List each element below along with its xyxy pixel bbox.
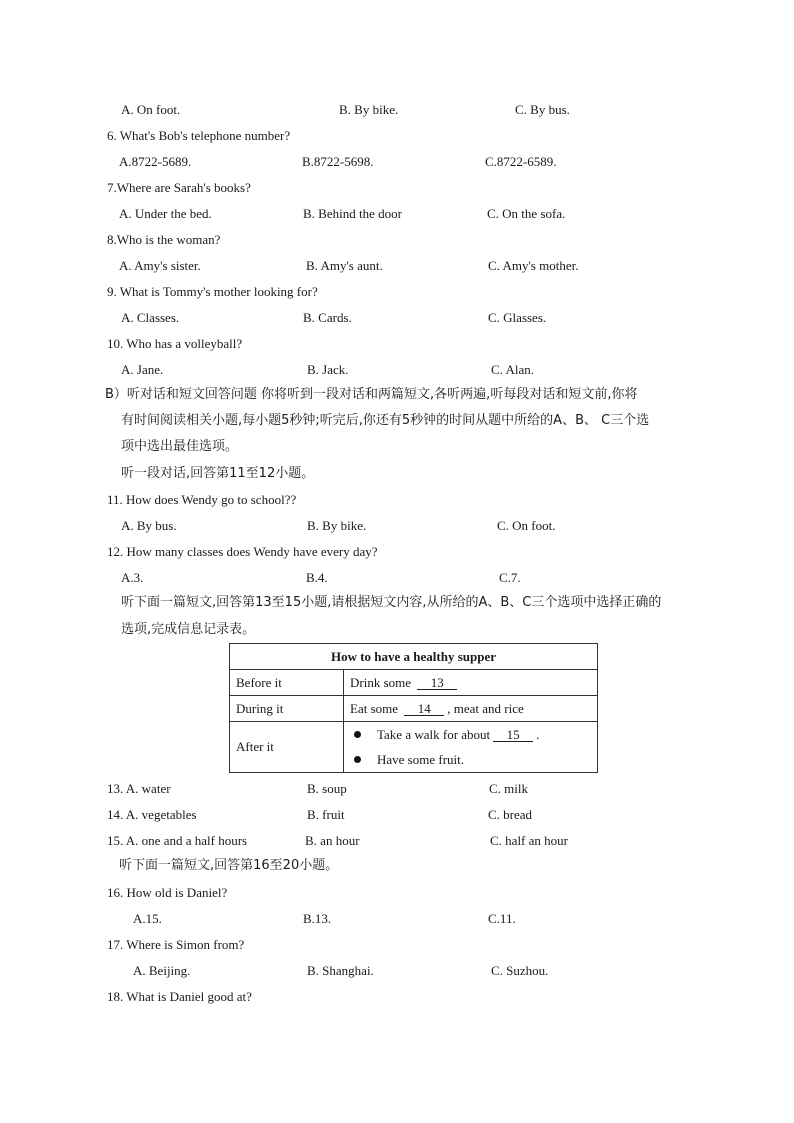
q7-option-c: C. On the sofa. (487, 206, 566, 221)
before-text: Drink some (350, 674, 412, 690)
q11-option-a: A. By bus. (121, 518, 177, 533)
q9-question: 9. What is Tommy's mother looking for? (107, 284, 318, 299)
healthy-supper-table (229, 643, 598, 773)
q15-option-b: B. an hour (305, 833, 360, 848)
table-row-after (230, 722, 598, 773)
q14-option-c: C. bread (488, 807, 533, 822)
q10-option-c: C. Alan. (491, 362, 534, 377)
table-row-during (230, 696, 598, 722)
q6-option-a: A.8722-5689. (119, 154, 192, 169)
q16-option-b: B.13. (303, 911, 332, 926)
during-cell (344, 696, 598, 722)
during-label: During it (230, 696, 344, 722)
q7-option-b: B. Behind the door (303, 206, 402, 221)
section-b-instruction-line-2: 有时间阅读相关小题,每小题5秒钟;听完后,你还有5秒钟的时间从题中所给的A、B、 C三个选 (121, 413, 650, 428)
q6-option-b: B.8722-5698. (302, 154, 374, 169)
q14-option-b: B. fruit (307, 807, 345, 822)
q6-question: 6. What's Bob's telephone number? (107, 128, 291, 143)
q16-option-a: A.15. (133, 911, 162, 926)
q6-option-c: C.8722-6589. (485, 154, 557, 169)
q11-question: 11. How does Wendy go to school?? (107, 492, 297, 507)
q8-option-a: A. Amy's sister. (119, 258, 201, 273)
passage-1-intro-line-1: 听下面一篇短文,回答第13至15小题,请根据短文内容,从所给的A、B、C三个选项中选择正确的 (121, 595, 662, 610)
q11-option-b: B. By bike. (307, 518, 367, 533)
q17-question: 17. Where is Simon from? (107, 937, 245, 952)
q9-option-c: C. Glasses. (488, 310, 547, 325)
q13-option-c: C. milk (489, 781, 529, 796)
q15-option-a: 15. A. one and a half hours (107, 833, 248, 848)
dialogue-intro: 听一段对话,回答第11至12小题。 (121, 466, 315, 481)
q5-option-c: C. By bus. (515, 102, 570, 117)
q7-option-a: A. Under the bed. (119, 206, 212, 221)
q10-option-a: A. Jane. (121, 362, 164, 377)
q9-option-b: B. Cards. (303, 310, 352, 325)
q13-option-a: 13. A. water (107, 781, 171, 796)
after-item-2-text: Have some fruit. (377, 751, 465, 767)
blank-15: 15 (493, 728, 533, 742)
q16-option-c: C.11. (488, 911, 516, 926)
q12-option-a: A.3. (121, 570, 144, 585)
passage-1-intro-line-2: 选项,完成信息记录表。 (121, 622, 256, 637)
after-label: After it (230, 722, 344, 773)
q8-option-b: B. Amy's aunt. (306, 258, 383, 273)
q8-question: 8.Who is the woman? (107, 232, 221, 247)
q10-option-b: B. Jack. (307, 362, 349, 377)
blank-13: 13 (417, 676, 457, 690)
after-item-1-post: . (536, 726, 540, 742)
q13-option-b: B. soup (307, 781, 347, 796)
after-cell (344, 722, 598, 773)
q10-question: 10. Who has a volleyball? (107, 336, 243, 351)
q17-option-a: A. Beijing. (133, 963, 191, 978)
q12-option-c: C.7. (499, 570, 521, 585)
q14-option-a: 14. A. vegetables (107, 807, 197, 822)
table-title-row (230, 644, 598, 670)
after-item-1-text: Take a walk for about (377, 726, 491, 742)
table-row-before (230, 670, 598, 696)
bullet-icon (354, 731, 361, 738)
q15-option-c: C. half an hour (490, 833, 568, 848)
before-label: Before it (230, 670, 344, 696)
after-item-1 (350, 722, 591, 747)
table-title: How to have a healthy supper (230, 644, 598, 670)
q17-option-c: C. Suzhou. (491, 963, 549, 978)
section-b-instruction-line-1: B）听对话和短文回答问题 你将听到一段对话和两篇短文,各听两遍,听每段对话和短文前,你将 (105, 387, 638, 402)
q5-option-a: A. On foot. (121, 102, 181, 117)
after-item-2 (350, 747, 591, 772)
before-cell (344, 670, 598, 696)
q9-option-a: A. Classes. (121, 310, 180, 325)
q11-option-c: C. On foot. (497, 518, 556, 533)
q8-option-c: C. Amy's mother. (488, 258, 579, 273)
q12-question: 12. How many classes does Wendy have every day? (107, 544, 378, 559)
q12-option-b: B.4. (306, 570, 328, 585)
q17-option-b: B. Shanghai. (307, 963, 374, 978)
q16-question: 16. How old is Daniel? (107, 885, 228, 900)
q5-option-b: B. By bike. (339, 102, 399, 117)
q7-question: 7.Where are Sarah's books? (107, 180, 251, 195)
section-b-instruction-line-3: 项中选出最佳选项。 (121, 439, 239, 454)
bullet-icon (354, 756, 361, 763)
passage-2-intro: 听下面一篇短文,回答第16至20小题。 (119, 858, 339, 873)
during-text: Eat some (350, 700, 399, 716)
q18-question: 18. What is Daniel good at? (107, 989, 252, 1004)
blank-14: 14 (404, 702, 444, 716)
during-text-post: , meat and rice (447, 700, 524, 716)
